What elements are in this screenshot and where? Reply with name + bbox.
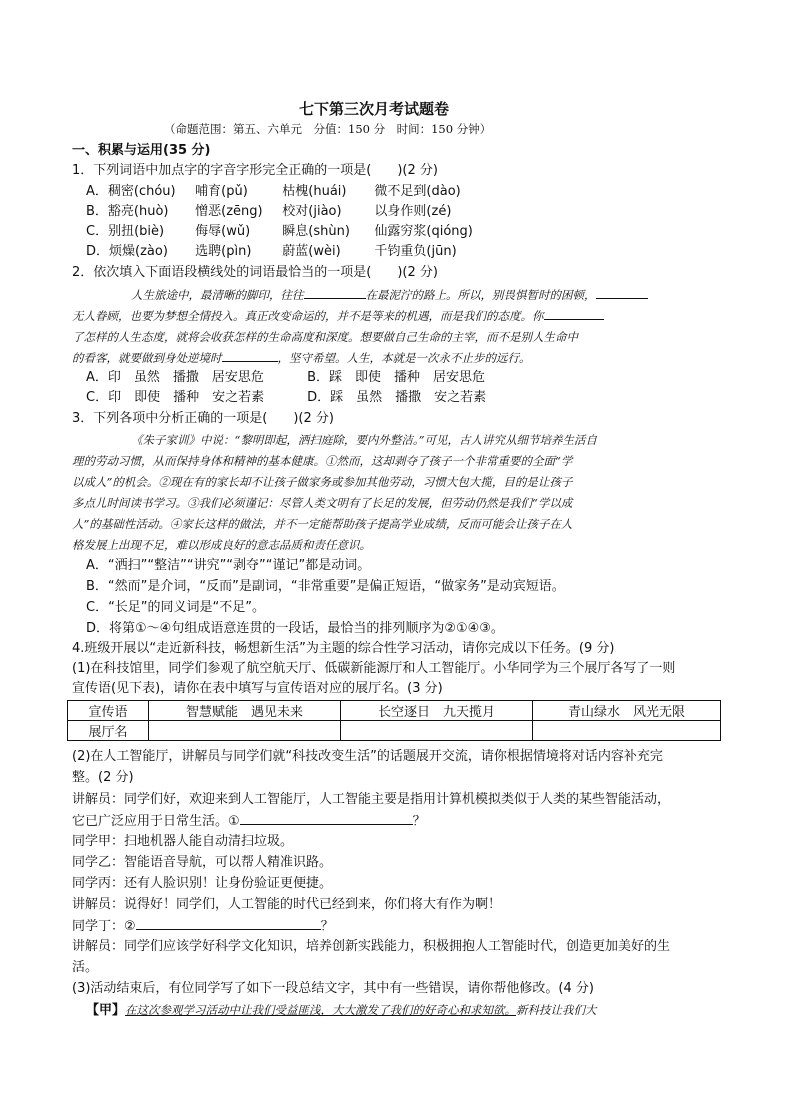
q3-passage-line-4: 多点儿时间读书学习。③我们必须谨记：尽管人类文明有了长足的发展，但劳动仍然是我们“学以成 <box>72 496 573 510</box>
section-heading: 一、积累与运用(35 分) <box>72 143 211 158</box>
q2-passage-line-1 <box>131 286 648 304</box>
dialogue-student-b: 同学乙：智能语音导航，可以帮人精准识路。 <box>72 855 333 870</box>
q3-passage-line-3: 以成人”的机会。②现在有的家长却不让孩子做家务或参加其他劳动，习惯大包大揽，目的是让孩子 <box>72 475 573 489</box>
student-d-text: 同学丁：② <box>72 919 136 934</box>
q2-options-row-2 <box>86 389 486 407</box>
q3-passage-line-2: 理的劳动习惯，从而保持身体和精神的基本健康。①然而，这却剥夺了孩子一个非常重要的全面“学 <box>72 454 573 468</box>
q2-p1b: 在最泥泞的路上。所以，别畏惧暂时的困顿， <box>365 288 596 302</box>
q2-option-d: D．踩 虽然 播撒 安之若素 <box>307 390 487 405</box>
summary-rest: 新科技让我们大 <box>516 1003 597 1017</box>
q4-stem: 4.班级开展以“走近新科技，畅想新生活”为主题的综合性学习活动，请你完成以下任务。(9 分) <box>72 641 615 656</box>
dialogue-guide-1b <box>72 812 426 831</box>
q2-p2: 无人眷顾，也要为梦想全情投入。真正改变命运的，并不是等来的机遇，而是我们的态度。你 <box>72 309 544 323</box>
q1-option-a <box>86 183 461 201</box>
q3-option-a: A．“洒扫”“整洁”“讲究”“剥夺”“谨记”都是动词。 <box>86 558 371 573</box>
q1-c-1: C．别扭(biè) <box>86 224 165 239</box>
q2-p4a: 的看客，就要做到身处逆境时 <box>72 351 222 365</box>
q1-d-1: D．烦燥(zào) <box>86 244 168 259</box>
row-label-slogan: 宣传语 <box>68 701 149 721</box>
q4-part2-line-1: (2)在人工智能厅，讲解员与同学们就“科技改变生活”的话题展开交流，请你根据情境将对话内容补充完 <box>72 749 663 764</box>
dialogue-student-d <box>72 917 334 936</box>
dialogue-guide-3b: 活。 <box>72 960 99 975</box>
blank <box>304 286 366 299</box>
exam-title: 七下第三次月考试题卷 <box>299 100 450 118</box>
dialogue-guide-1a: 讲解员：同学们好，欢迎来到人工智能厅，人工智能主要是指用计算机模拟类似于人类的某些智能活动， <box>72 792 671 807</box>
q1-d-3: 蔚蓝(wèi) <box>282 244 341 259</box>
dialogue-guide-3a: 讲解员：同学们应该学好科学文化知识，培养创新实践能力，积极拥抱人工智能时代，创造更加美好的生 <box>72 939 671 954</box>
q3-passage-line-1: 《朱子家训》中说：“黎明即起，洒扫庭除，要内外整洁。”可见，古人讲究从细节培养生活自 <box>131 433 598 447</box>
q1-c-3: 瞬息(shùn) <box>282 224 350 239</box>
q3-option-b: B．“然而”是介词，“反而”是副词，“非常重要”是偏正短语，“做家务”是动宾短语。 <box>86 579 565 594</box>
exhibit-table <box>67 700 721 741</box>
q3-option-d: D．将第①～④句组成语意连贯的一段话，最恰当的排列顺序为②①④③。 <box>86 621 504 636</box>
q3-passage-line-6: 格发展上出现不足，难以形成良好的意志品质和责任意识。 <box>72 538 371 552</box>
q4-part1-line-2: 宣传语(见下表)，请你在表中填写与宣传语对应的展厅名。(3 分) <box>72 681 443 696</box>
hall-answer-cell[interactable] <box>149 721 341 741</box>
hall-answer-cell[interactable] <box>341 721 533 741</box>
q1-option-c <box>86 223 473 241</box>
q1-d-2: 选聘(pìn) <box>195 244 252 259</box>
row-label-hall: 展厅名 <box>68 721 149 741</box>
q1-b-4: 以身作则(zé) <box>374 204 452 219</box>
q1-b-1: B．豁亮(huò) <box>86 204 169 219</box>
q3-option-c: C．“长足”的同义词是“不足”。 <box>86 600 266 615</box>
summary-underlined: 在这次参观学习活动中让我们受益匪浅，大大激发了我们的好奇心和求知欲。 <box>125 1003 517 1017</box>
summary-line <box>86 1001 597 1020</box>
slogan-2: 长空逐日 九天揽月 <box>341 701 533 721</box>
question-mark: ？ <box>320 919 334 934</box>
slogan-3: 青山绿水 风光无限 <box>533 701 721 721</box>
q1-option-b <box>86 203 451 221</box>
q2-option-b: B．踩 即使 播种 居安思危 <box>307 370 486 385</box>
dialogue-student-c: 同学丙：还有人脸识别！让身份验证更便捷。 <box>72 876 333 891</box>
q1-a-2: 哺育(pǔ) <box>195 184 248 199</box>
table-row <box>68 701 721 721</box>
q2-passage-line-4 <box>72 349 531 367</box>
q1-c-2: 侮辱(wǔ) <box>195 224 251 239</box>
blank <box>596 286 648 299</box>
q1-a-4: 微不足到(dào) <box>374 184 461 199</box>
q2-passage-line-3: 了怎样的人生态度，就将会收获怎样的生命高度和深度。想要做自己生命的主宰，而不是别人生命中 <box>72 330 578 344</box>
q4-part1-line-1: (1)在科技馆里，同学们参观了航空航天厅、低碳新能源厅和人工智能厅。小华同学为三个展厅各写了一则 <box>72 661 676 676</box>
q1-option-d <box>86 243 457 261</box>
q1-stem: 1．下列词语中加点字的字音字形完全正确的一项是( )(2 分) <box>72 163 438 178</box>
q2-p4b: ，坚守希望。人生，本就是一次永不止步的远行。 <box>277 351 531 365</box>
q2-option-a: A．印 虽然 播撒 居安思危 <box>86 370 264 385</box>
q1-c-4: 仙露穷浆(qióng) <box>374 224 473 239</box>
answer-blank-1[interactable] <box>240 812 413 825</box>
dialogue-guide-2: 讲解员：说得好！同学们，人工智能的时代已经到来，你们将大有作为啊！ <box>72 897 502 912</box>
q2-options-row-1 <box>86 369 485 387</box>
summary-tag: 【甲】 <box>86 1003 126 1018</box>
hall-answer-cell[interactable] <box>533 721 721 741</box>
question-mark: ？ <box>412 814 426 829</box>
q2-passage-line-2 <box>72 307 604 325</box>
blank <box>544 307 604 320</box>
q2-option-c: C．印 即使 播种 安之若素 <box>86 390 265 405</box>
exam-subtitle: （命题范围：第五、六单元 分值：150 分 时间：150 分钟） <box>164 122 492 136</box>
q1-d-4: 千钧重负(jūn) <box>374 244 457 259</box>
blank <box>222 349 278 362</box>
q4-part2-line-2: 整。(2 分) <box>72 770 134 785</box>
q1-a-3: 枯槐(huái) <box>282 184 347 199</box>
q3-passage-line-5: 人”的基础性活动。④家长这样的做法，并不一定能帮助孩子提高学业成绩，反而可能会让孩子在人 <box>72 517 573 531</box>
dialogue-student-a: 同学甲：扫地机器人能自动清扫垃圾。 <box>72 834 294 849</box>
q1-b-2: 憎恶(zēng) <box>195 204 263 219</box>
table-row <box>68 721 721 741</box>
q2-p1a: 人生旅途中，最清晰的脚印，往往 <box>131 288 304 302</box>
guide-1b-text: 它已广泛应用于日常生活。① <box>72 814 240 829</box>
q2-stem: 2．依次填入下面语段横线处的词语最恰当的一项是( )(2 分) <box>72 265 438 280</box>
q3-stem: 3．下列各项中分析正确的一项是( )(2 分) <box>72 411 334 426</box>
slogan-1: 智慧赋能 遇见未来 <box>149 701 341 721</box>
q1-b-3: 校对(jiào) <box>282 204 342 219</box>
answer-blank-2[interactable] <box>136 917 321 930</box>
q1-a-1: A．稠密(chóu) <box>86 184 176 199</box>
q4-part3: (3)活动结束后，有位同学写了如下一段总结文字，其中有一些错误，请你帮他修改。(4 分) <box>72 981 594 996</box>
